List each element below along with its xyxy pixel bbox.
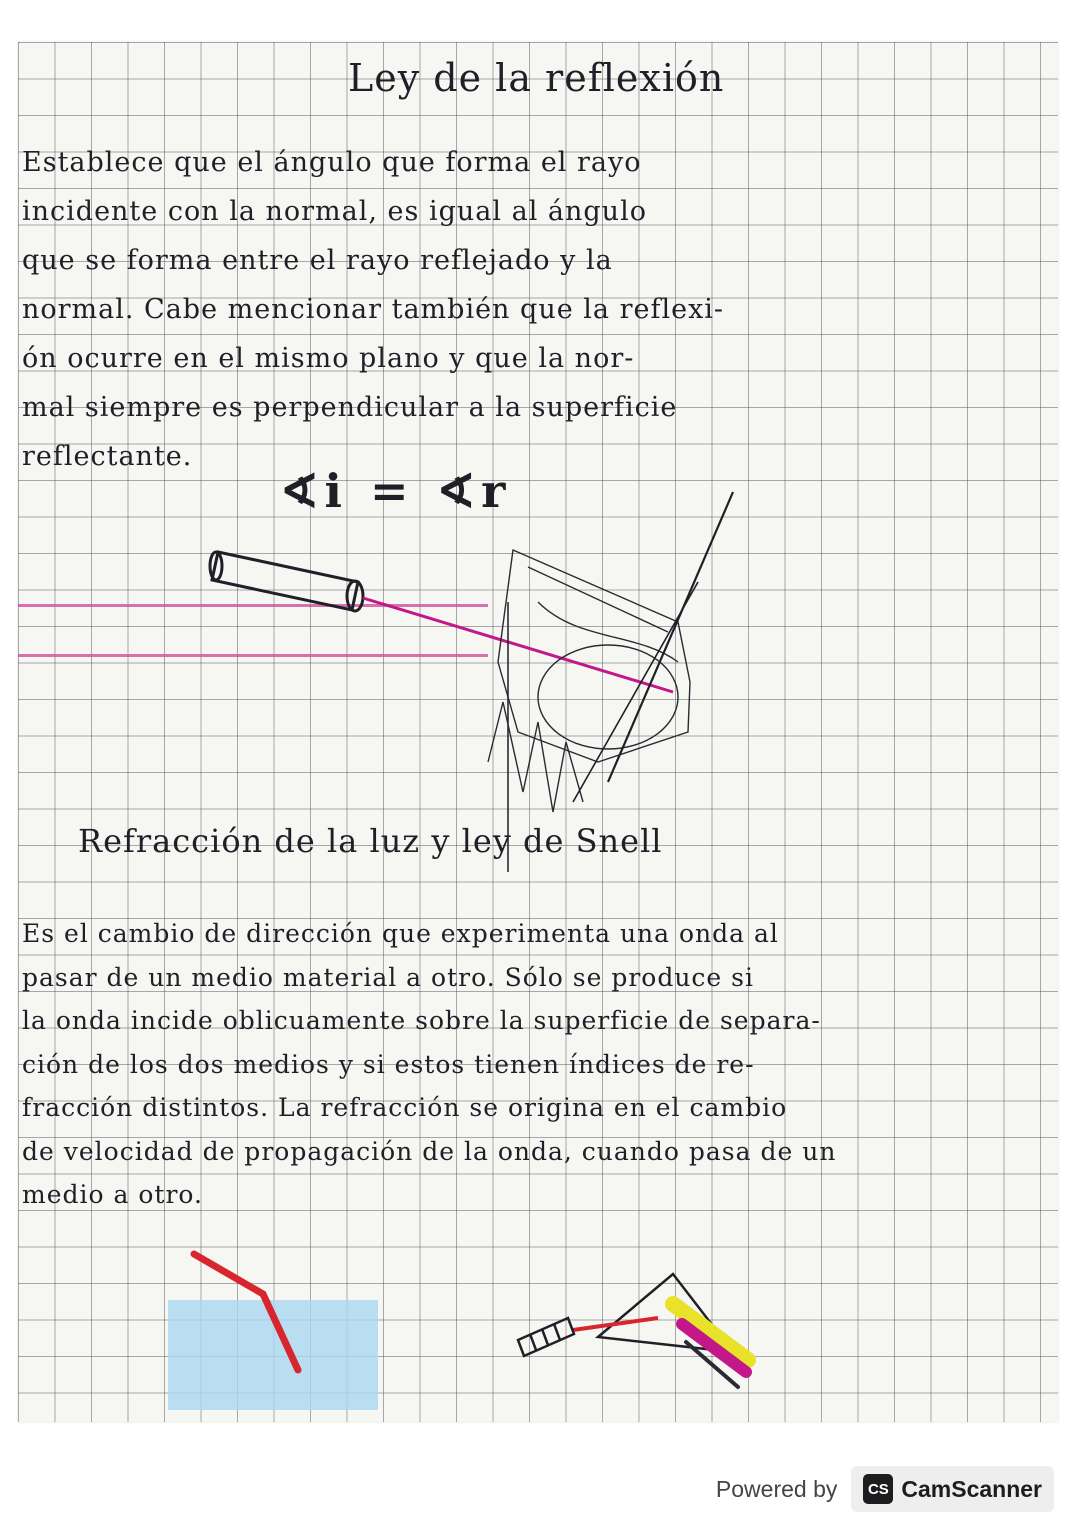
flashlight-drawing [210, 552, 363, 611]
notebook-page [18, 42, 1058, 1422]
camscanner-icon: CS [863, 1474, 893, 1504]
section-subtitle: Refracción de la luz y ley de Snell [78, 822, 663, 860]
camscanner-logo [851, 1466, 1054, 1512]
refraction-paragraph: Es el cambio de dirección que experimenta una onda al pasar de un medio material a otro. Sólo se produce si la onda incide oblicuamente sobre la superficie de separa- ción de los dos medios y si estos tienen índices de re- fracción distintos. La refracción se origina en el cambio de velocidad de propagación de la onda, cuando pasa de un medio a otro. [22, 919, 837, 1209]
prism-drawing [573, 1274, 748, 1387]
powered-by-text: Powered by [715, 1475, 838, 1502]
camscanner-name: CamScanner [901, 1475, 1042, 1502]
reflected-ray-2 [573, 582, 698, 802]
reflection-paragraph: Establece que el ángulo que forma el rayo incidente con la normal, es igual al ángulo que se forma entre el rayo reflejado y la normal. Cabe mencionar también que la reflexi- ón ocurre en el mismo plano y que la nor- mal siempre es perpendicular a la superficie reflectante. [22, 147, 725, 472]
scanner-footer [716, 1466, 1054, 1512]
laser-pointer-drawing [518, 1318, 574, 1356]
page-title: Ley de la reflexión [348, 56, 725, 100]
reflection-formula: ∢i = ∢r [280, 464, 512, 518]
